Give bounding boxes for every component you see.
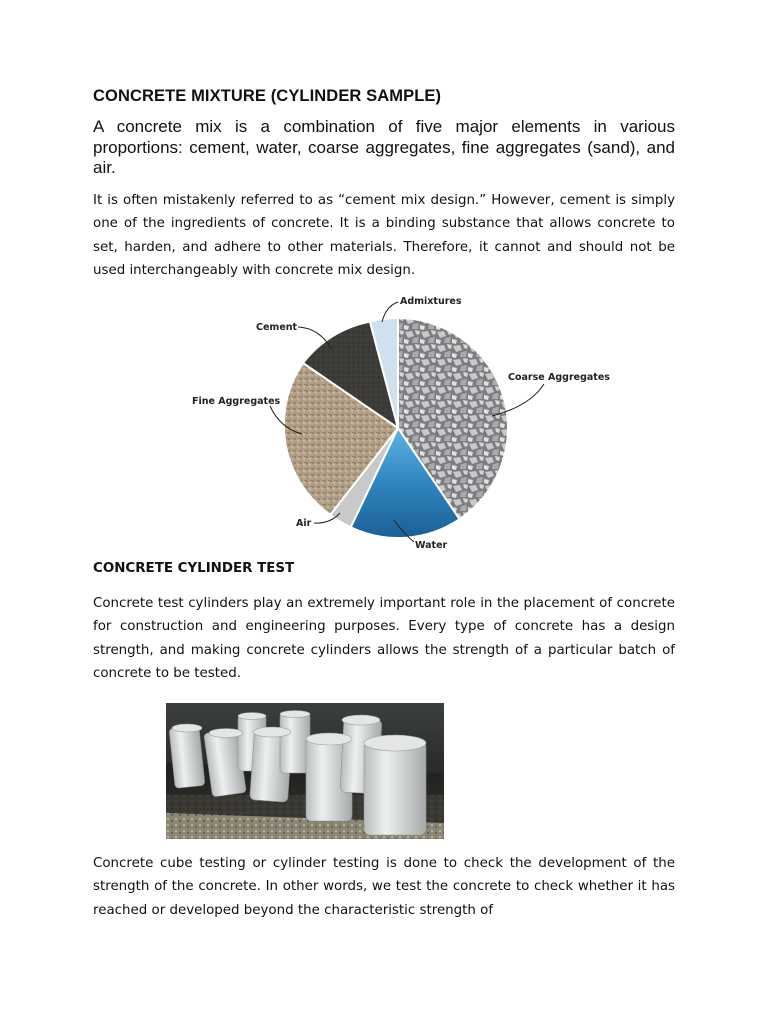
cylinder-1 [169, 726, 205, 789]
pie-label-fine-aggregates: Fine Aggregates [192, 396, 281, 407]
cylinder-8 [364, 741, 426, 835]
cement-mix-paragraph: It is often mistakenly referred to as “cement mix design.” However, cement is simply one of the ingredients of concrete. It is a binding substance that allows concrete to set, harden, and adhere to other materials. Therefore, it cannot and should not be used interchangeably with concrete mix design. [93, 193, 675, 278]
pie-label-admixtures: Admixtures [400, 296, 462, 307]
cylinder-5 [280, 713, 310, 773]
concrete-cylinders-photo [166, 703, 444, 839]
pie-label-air: Air [296, 518, 312, 529]
cube-testing-paragraph: Concrete cube testing or cylinder testing is done to check the development of the strength of the concrete. In other words, we test the concrete to check whether it has reached or developed beyond the characteristic strength of [93, 856, 675, 918]
pie-label-cement: Cement [256, 322, 298, 333]
lead-paragraph: A concrete mix is a combination of five major elements in various proportions: cement, water, coarse aggregates, fine aggregates (sand), and air. [93, 117, 675, 177]
section-title-cylinder-test: CONCRETE CYLINDER TEST [93, 561, 295, 576]
section-title-concrete-mixture: CONCRETE MIXTURE (CYLINDER SAMPLE) [93, 87, 442, 105]
concrete-components-pie-figure [180, 288, 620, 550]
pie-label-water: Water [415, 540, 448, 550]
cylinder-test-paragraph: Concrete test cylinders play an extremely important role in the placement of concrete for construction and engineering purposes. Every type of concrete has a design strength, and making concrete cylinders allows the strength of a particular batch of concrete to be tested. [93, 596, 675, 681]
pie-label-coarse-aggregates: Coarse Aggregates [508, 372, 610, 383]
